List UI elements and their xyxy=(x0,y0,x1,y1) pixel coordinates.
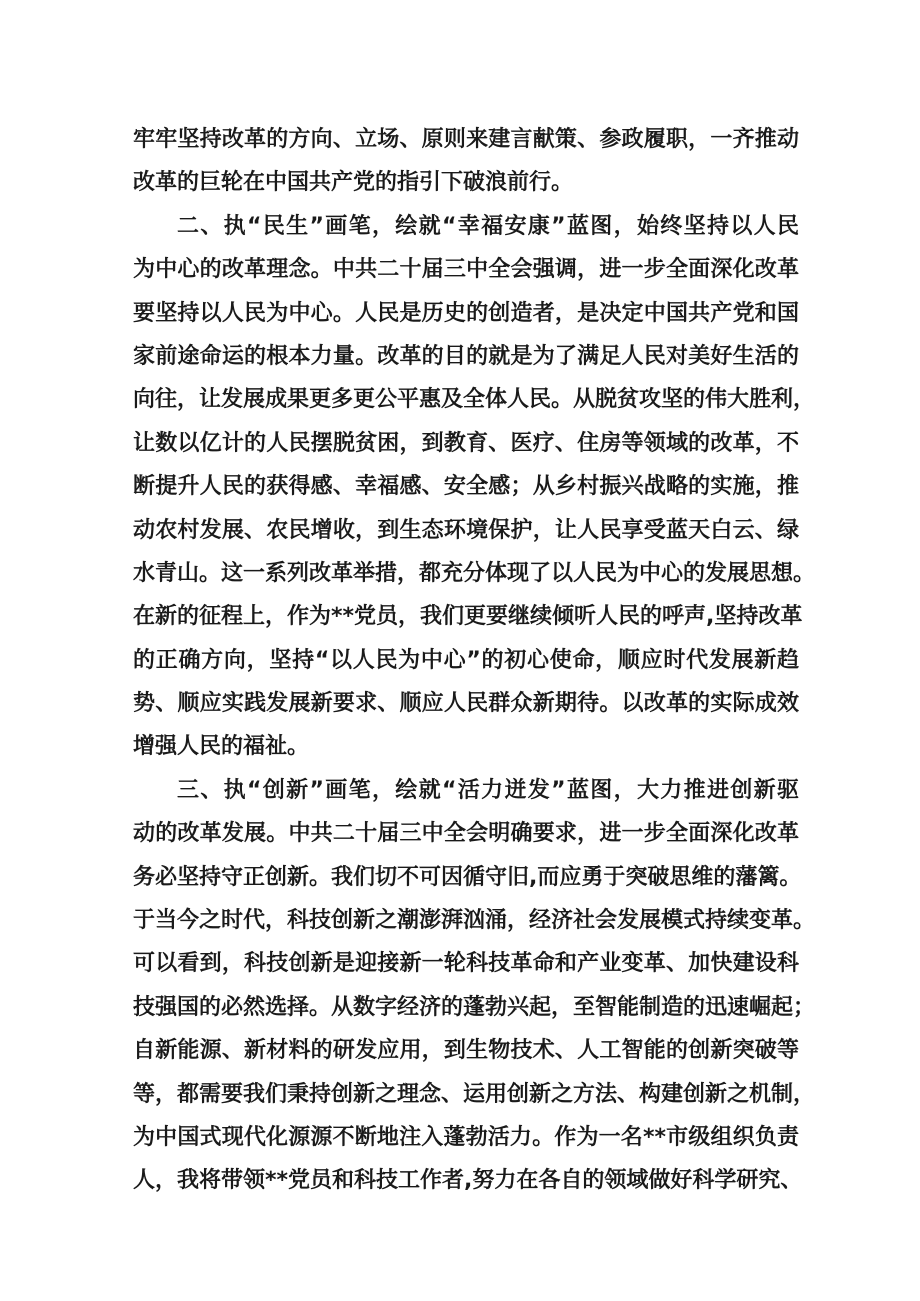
text-line: 等，都需要我们秉持创新之理念、运用创新之方法、构建创新之机制， xyxy=(133,1081,816,1107)
text-line: 让数以亿计的人民摆脱贫困，到教育、医疗、住房等领域的改革，不 xyxy=(133,430,799,456)
text-line: 势、顺应实践发展新要求、顺应人民群众新期待。以改革的实际成效 xyxy=(133,691,799,717)
text-line: 人，我将带领**党员和科技工作者,努力在各自的领域做好科学研究、 xyxy=(133,1168,803,1194)
text-line: 的正确方向，坚持“以人民为中心”的初心使命，顺应时代发展新趋 xyxy=(133,647,799,673)
text-line: 在新的征程上，作为**党员，我们更要继续倾听人民的呼声,坚持改革 xyxy=(133,604,803,630)
text-line: 为中国式现代化源源不断地注入蓬勃活力。作为一名**市级组织负责 xyxy=(133,1124,799,1150)
text-line: 家前途命运的根本力量。改革的目的就是为了满足人民对美好生活的 xyxy=(133,343,799,369)
text-line: 牢牢坚持改革的方向、立场、原则来建言献策、参政履职，一齐推动 xyxy=(133,127,799,152)
text-line: 为中心的改革理念。中共二十届三中全会强调，进一步全面深化改革 xyxy=(133,257,799,283)
text-line: 水青山。这一系列改革举措，都充分体现了以人民为中心的发展思想。 xyxy=(133,560,816,586)
section-heading-line: 三、执“创新”画笔，绘就“活力迸发”蓝图，大力推进创新驱 xyxy=(177,777,799,803)
text-line: 技强国的必然选择。从数字经济的蓬勃兴起，至智能制造的迅速崛起； xyxy=(133,994,816,1020)
text-line: 断提升人民的获得感、幸福感、安全感；从乡村振兴战略的实施，推 xyxy=(133,474,799,500)
text-line: 向往，让发展成果更多更公平惠及全体人民。从脱贫攻坚的伟大胜利， xyxy=(133,387,816,413)
text-line: 动农村发展、农民增收，到生态环境保护，让人民享受蓝天白云、绿 xyxy=(133,517,799,543)
text-line: 要坚持以人民为中心。人民是历史的创造者，是决定中国共产党和国 xyxy=(133,300,799,326)
section-heading-line: 二、执“民生”画笔，绘就“幸福安康”蓝图，始终坚持以人民 xyxy=(177,213,799,239)
text-line: 自新能源、新材料的研发应用，到生物技术、人工智能的创新突破等 xyxy=(133,1038,799,1064)
text-line: 于当今之时代，科技创新之潮澎湃汹涌，经济社会发展模式持续变革。 xyxy=(133,908,816,934)
text-line: 务必坚持守正创新。我们切不可因循守旧,而应勇于突破思维的藩篱。 xyxy=(133,864,802,890)
document-body xyxy=(133,118,816,1203)
text-line: 增强人民的福祉。 xyxy=(133,734,310,760)
text-line: 可以看到，科技创新是迎接新一轮科技革命和产业变革、加快建设科 xyxy=(133,951,799,977)
text-line: 改革的巨轮在中国共产党的指引下破浪前行。 xyxy=(133,170,574,196)
text-line: 动的改革发展。中共二十届三中全会明确要求，进一步全面深化改革 xyxy=(133,821,799,847)
